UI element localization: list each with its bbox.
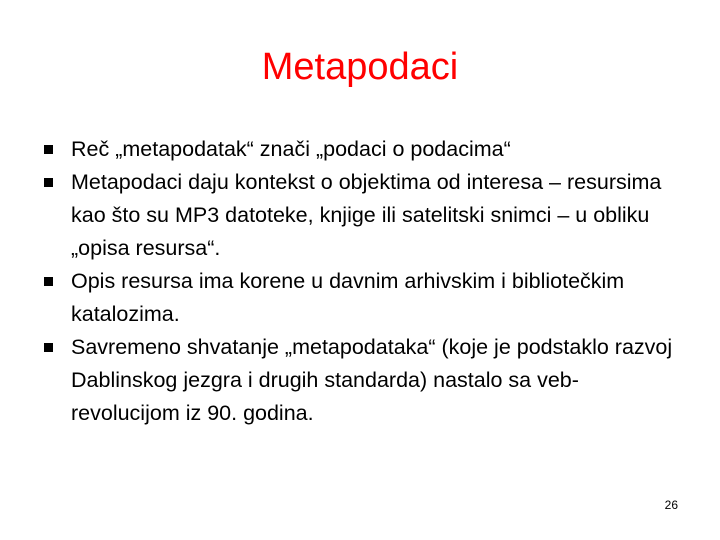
square-bullet-icon [44, 343, 53, 352]
square-bullet-icon [44, 145, 53, 154]
square-bullet-icon [44, 277, 53, 286]
bullet-item [42, 331, 682, 430]
bullet-text: Metapodaci daju kontekst o objektima od interesa – resursima kao što su MP3 datoteke, knjige ili satelitski snimci – u obliku „opisa resursa“. [71, 170, 662, 260]
bullet-text: Reč „metapodatak“ znači „podaci o podacima“ [71, 137, 511, 161]
bullet-item [42, 133, 682, 166]
slide-title: Metapodaci [261, 46, 459, 88]
bullet-text: Opis resursa ima korene u davnim arhivskim i bibliotečkim katalozima. [71, 269, 625, 326]
square-bullet-icon [44, 178, 53, 187]
bullet-item [42, 265, 682, 331]
bullet-text: Savremeno shvatanje „metapodataka“ (koje je podstaklo razvoj Dablinskog jezgra i drugih standarda) nastalo sa veb-revolucijom iz 90. godina. [71, 335, 673, 425]
bullet-list [42, 133, 682, 430]
bullet-item [42, 166, 682, 265]
page-number: 26 [664, 498, 678, 512]
